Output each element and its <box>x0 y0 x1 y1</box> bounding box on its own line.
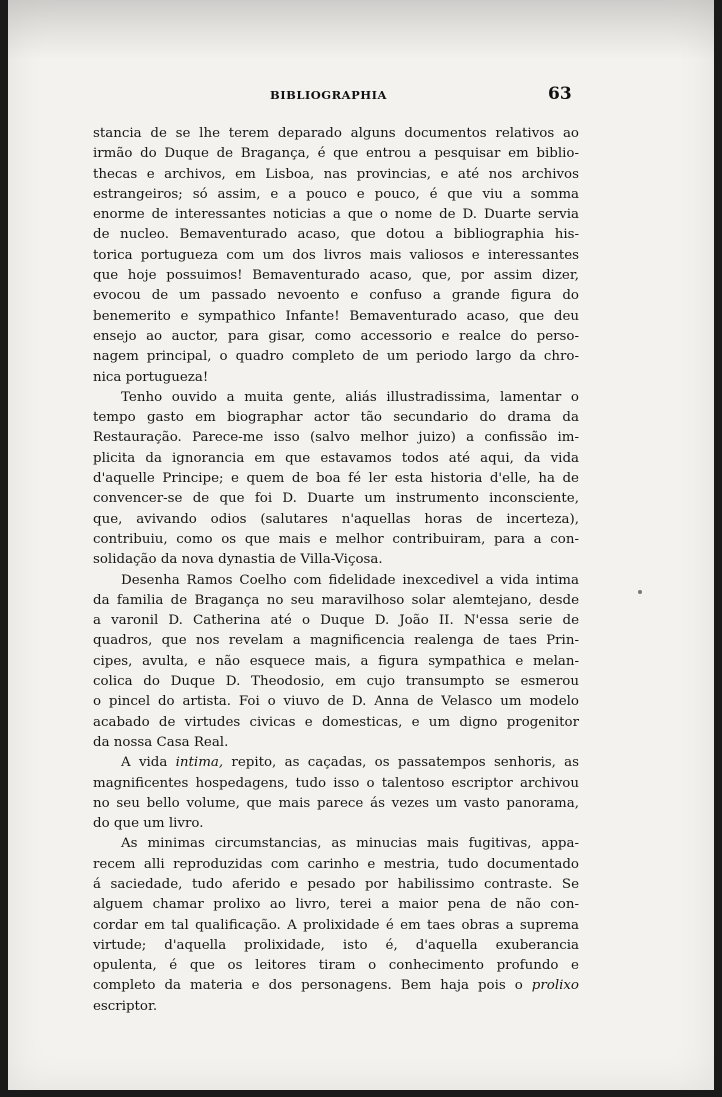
text-line: d'aquelle Principe; e quem de boa fé ler esta historia d'elle, ha de <box>93 471 579 487</box>
text-line: enorme de interessantes noticias a que o nome de D. Duarte servia <box>93 207 579 223</box>
page-number: 63 <box>548 84 572 104</box>
text-line: acabado de virtudes civicas e domesticas, e um digno progenitor <box>93 714 579 730</box>
text-line: cordar em tal qualificação. A prolixidade é em taes obras a suprema <box>93 917 579 933</box>
text-line: da nossa Casa Real. <box>93 734 229 750</box>
text-line: a varonil D. Catherina até o Duque D. João II. N'essa serie de <box>93 613 579 629</box>
page-shadow <box>8 0 714 60</box>
ink-speck <box>638 590 642 594</box>
text-line: benemerito e sympathico Infante! Bemaventurado acaso, que deu <box>93 308 579 324</box>
italic-word: prolixo <box>531 978 579 994</box>
text-line <box>93 753 579 773</box>
text-line: Desenha Ramos Coelho com fidelidade inexcedivel a vida intima <box>121 572 579 588</box>
text-line: Tenho ouvido a muita gente, aliás illustradissima, lamentar o <box>121 389 579 405</box>
text-line: do que um livro. <box>93 816 204 832</box>
text-line: no seu bello volume, que mais parece ás vezes um vasto panorama, <box>93 795 579 811</box>
text-segment: A vida <box>121 755 176 771</box>
text-line: que hoje possuimos! Bemaventurado acaso, que, por assim dizer, <box>93 268 579 284</box>
text-line: tempo gasto em biographar actor tão secundario do drama da <box>93 410 579 426</box>
text-line: opulenta, é que os leitores tiram o conhecimento profundo e <box>93 958 579 974</box>
text-line: o pincel do artista. Foi o viuvo de D. Anna de Velasco um modelo <box>93 694 579 710</box>
text-line: da familia de Bragança no seu maravilhoso solar alemtejano, desde <box>93 592 579 608</box>
text-line: irmão do Duque de Bragança, é que entrou a pesquisar em biblio- <box>93 146 579 162</box>
text-line: que, avivando odios (salutares n'aquellas horas de incerteza), <box>93 511 579 527</box>
text-line: cipes, avulta, e não esquece mais, a figura sympathica e melan- <box>93 653 579 669</box>
running-title: BIBLIOGRAPHIA <box>270 88 387 102</box>
text-line: convencer-se de que foi D. Duarte um instrumento inconsciente, <box>93 491 579 507</box>
italic-word: intima, <box>175 755 224 771</box>
text-line: contribuiu, como os que mais e melhor contribuiram, para a con- <box>93 531 579 547</box>
text-line: alguem chamar prolixo ao livro, terei a maior pena de não con- <box>93 897 579 913</box>
text-line: thecas e archivos, em Lisboa, nas provincias, e até nos archivos <box>93 166 579 182</box>
text-line: nica portugueza! <box>93 369 209 385</box>
text-line: estrangeiros; só assim, e a pouco e pouco, é que viu a somma <box>93 186 579 202</box>
text-line: magnificentes hospedagens, tudo isso o talentoso escriptor archivou <box>93 775 579 791</box>
text-line: ensejo ao auctor, para gisar, como accessorio e realce do perso- <box>93 328 579 344</box>
text-line: evocou de um passado nevoento e confuso a grande figura do <box>93 288 579 304</box>
text-line: escriptor. <box>93 998 158 1014</box>
page-header <box>8 84 714 108</box>
text-line: colica do Duque D. Theodosio, em cujo transumpto se esmerou <box>93 674 579 690</box>
book-page <box>8 0 714 1090</box>
text-line: torica portugueza com um dos livros mais valiosos e interessantes <box>93 247 579 263</box>
text-line: solidação da nova dynastia de Villa-Viçosa. <box>93 552 383 568</box>
text-segment: completo da materia e dos personagens. Bem haja pois o <box>93 978 532 994</box>
text-line: As minimas circumstancias, as minucias mais fugitivas, appa- <box>121 836 579 852</box>
text-line: Restauração. Parece-me isso (salvo melhor juizo) a confissão im- <box>93 430 579 446</box>
text-line: de nucleo. Bemaventurado acaso, que dotou a bibliographia his- <box>93 227 579 243</box>
text-line: plicita da ignorancia em que estavamos todos até aqui, da vida <box>93 450 579 466</box>
body-text <box>93 124 579 1017</box>
text-line: virtude; d'aquella prolixidade, isto é, d'aquella exuberancia <box>93 937 579 953</box>
text-line: quadros, que nos revelam a magnificencia realenga de taes Prin- <box>93 633 579 649</box>
text-line: nagem principal, o quadro completo de um periodo largo da chro- <box>93 349 579 365</box>
text-line: recem alli reproduzidas com carinho e mestria, tudo documentado <box>93 856 579 872</box>
text-line <box>93 976 579 996</box>
text-segment: repito, as caçadas, os passatempos senhoris, as <box>223 755 579 771</box>
text-line: stancia de se lhe terem deparado alguns documentos relativos ao <box>93 126 579 141</box>
text-line: á saciedade, tudo aferido e pesado por habilissimo contraste. Se <box>93 876 579 892</box>
